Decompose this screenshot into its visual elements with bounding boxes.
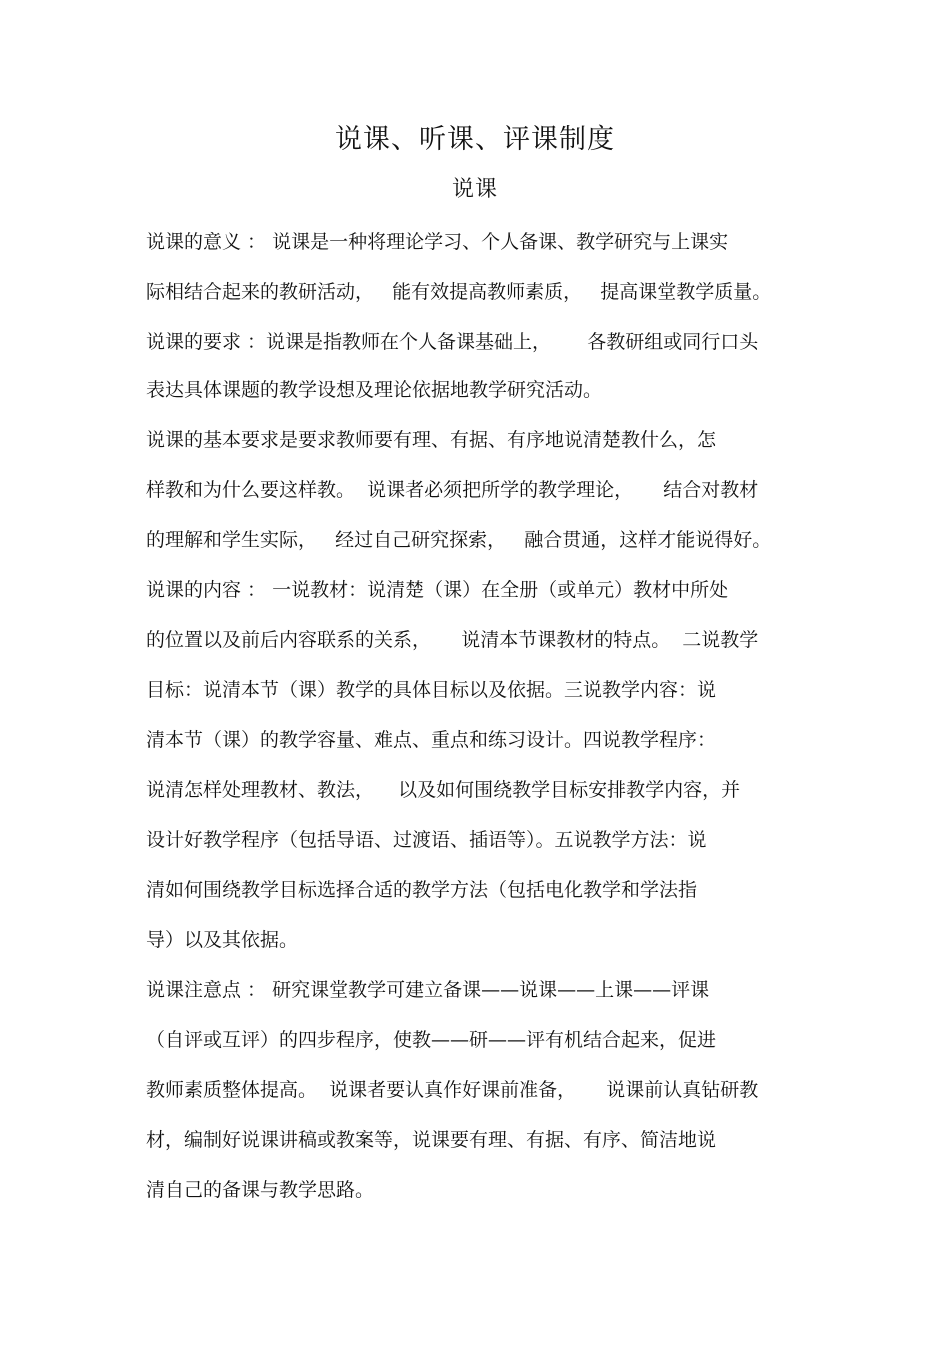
text-line: 说课注意点 ： 研究课堂教学可建立备课——说课——上课——评课	[146, 979, 710, 1001]
text-line: 说清怎样处理教材、教法， 以及如何围绕教学目标安排教学内容，并	[146, 779, 741, 801]
text-line: 目标：说清本节（课）教学的具体目标以及依据。三说教学内容：说	[146, 679, 717, 701]
text-line: （自评或互评）的四步程序，使教——研——评有机结合起来，促进	[146, 1029, 717, 1051]
text-line: 说课的意义 ： 说课是一种将理论学习、个人备课、教学研究与上课实	[146, 231, 729, 253]
document-title: 说课、听课、评课制度	[335, 124, 615, 155]
text-line: 的理解和学生实际， 经过自己研究探索， 融合贯通，这样才能说得好。	[146, 529, 772, 551]
text-line: 教师素质整体提高。 说课者要认真作好课前准备， 说课前认真钻研教	[146, 1079, 759, 1101]
text-line: 际相结合起来的教研活动， 能有效提高教师素质， 提高课堂教学质量。	[146, 281, 772, 303]
text-line: 清自己的备课与教学思路。	[146, 1179, 375, 1201]
text-line: 导）以及其依据。	[146, 929, 299, 951]
text-line: 材，编制好说课讲稿或教案等，说课要有理、有据、有序、简洁地说	[146, 1129, 717, 1151]
text-line: 表达具体课题的教学设想及理论依据地教学研究活动。	[146, 379, 603, 401]
section-heading: 说课	[451, 177, 498, 202]
text-line: 样教和为什么要这样教。 说课者必须把所学的教学理论， 结合对教材	[146, 479, 759, 501]
text-line: 说课的要求 ：说课是指教师在个人备课基础上， 各教研组或同行口头	[146, 331, 759, 353]
text-line: 说课的内容 ： 一说教材：说清楚（课）在全册（或单元）教材中所处	[146, 579, 729, 601]
text-line: 清如何围绕教学目标选择合适的教学方法（包括电化教学和学法指	[146, 879, 698, 901]
text-line: 的位置以及前后内容联系的关系， 说清本节课教材的特点。 二说教学	[146, 629, 759, 651]
text-line: 说课的基本要求是要求教师要有理、有据、有序地说清楚教什么，怎	[146, 429, 717, 451]
text-line: 清本节（课）的教学容量、难点、重点和练习设计。四说教学程序：	[146, 729, 717, 751]
text-line: 设计好教学程序（包括导语、过渡语、插语等）。五说教学方法：说	[146, 829, 707, 851]
